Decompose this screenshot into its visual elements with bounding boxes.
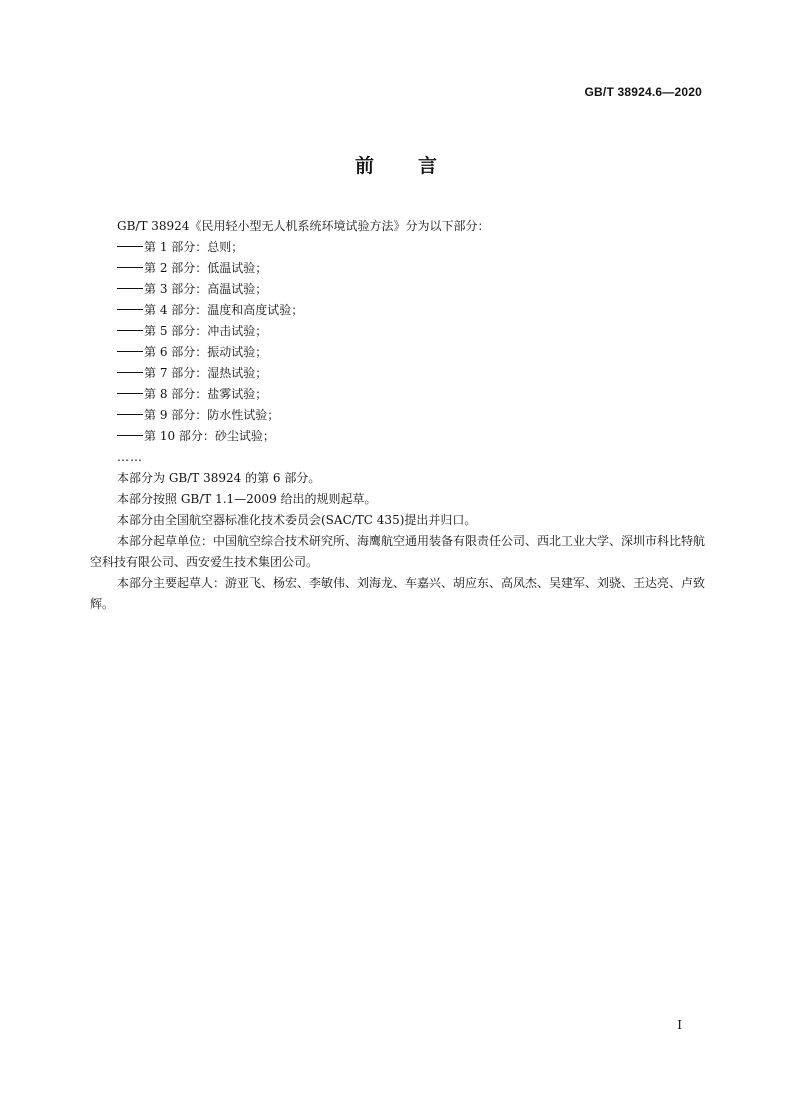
dash-mark [117, 414, 143, 415]
dash-mark [117, 351, 143, 352]
part-item: 第 1 部分：总则； [90, 237, 705, 258]
drafting-units-paragraph: 本部分起草单位：中国航空综合技术研究所、海鹰航空通用装备有限责任公司、西北工业大学、深圳市科比特航空科技有限公司、西安爱生技术集团公司。 [90, 534, 706, 569]
dash-mark [117, 393, 143, 394]
part-item: 第 3 部分：高温试验； [90, 279, 705, 300]
dash-mark [117, 309, 143, 310]
dash-mark [117, 267, 143, 268]
dash-mark [117, 246, 143, 247]
part-item: 第 8 部分：盐雾试验； [90, 384, 705, 405]
body-paragraph: 本部分为 GB/T 38924 的第 6 部分。 [117, 471, 321, 485]
dash-mark [117, 288, 143, 289]
dash-mark [117, 330, 143, 331]
body-paragraph: 本部分由全国航空器标准化技术委员会(SAC/TC 435)提出并归口。 [117, 513, 477, 527]
part-item: 第 4 部分：温度和高度试验； [90, 300, 705, 321]
dash-mark [117, 435, 143, 436]
intro-paragraph: GB/T 38924《民用轻小型无人机系统环境试验方法》分为以下部分： [117, 219, 490, 233]
part-item: 第 9 部分：防水性试验； [90, 405, 705, 426]
standard-code: GB/T 38924.6—2020 [584, 85, 702, 99]
part-item: 第 6 部分：振动试验； [90, 342, 705, 363]
page-title: 前言 [354, 155, 481, 177]
page-number: I [677, 1018, 682, 1032]
dash-mark [117, 372, 143, 373]
ellipsis-line: …… [117, 450, 143, 464]
part-item: 第 7 部分：湿热试验； [90, 363, 705, 384]
part-item: 第 5 部分：冲击试验； [90, 321, 705, 342]
part-item: 第 10 部分：砂尘试验； [90, 426, 705, 447]
body-paragraph: 本部分按照 GB/T 1.1—2009 给出的规则起草。 [117, 492, 377, 506]
drafters-paragraph: 本部分主要起草人：游亚飞、杨宏、李敏伟、刘海龙、车嘉兴、胡应东、高凤杰、吴建军、刘骁、王达亮、卢致辉。 [90, 576, 706, 611]
foreword-body [90, 216, 705, 615]
part-item: 第 2 部分：低温试验； [90, 258, 705, 279]
